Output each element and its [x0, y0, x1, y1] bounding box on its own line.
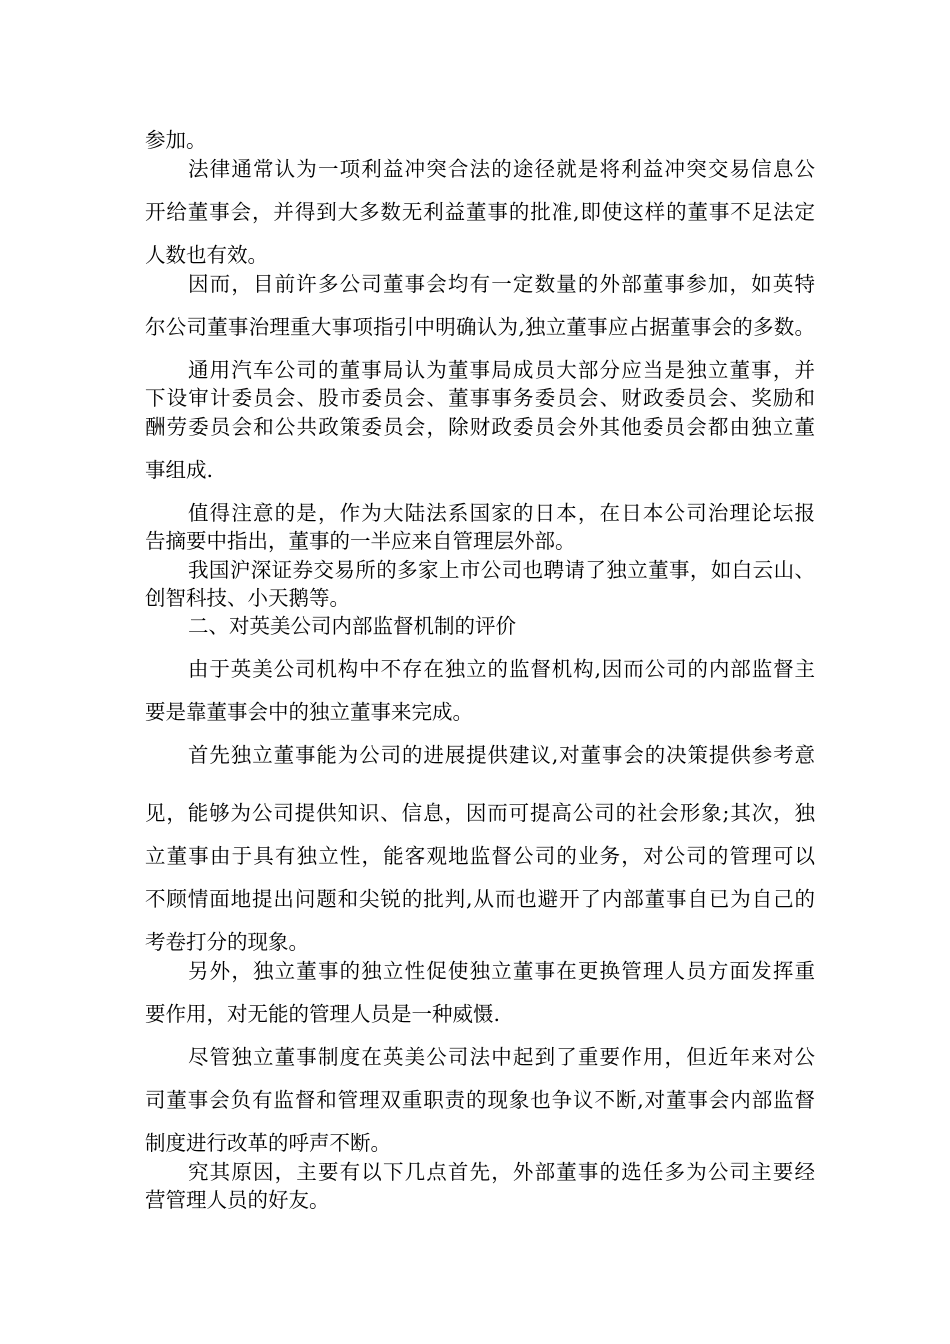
text-line: 值得注意的是，作为大陆法系国家的日本，在日本公司治理论坛报	[188, 501, 815, 525]
text-line: 事组成.	[145, 458, 214, 482]
text-line: 法律通常认为一项利益冲突合法的途径就是将利益冲突交易信息公	[188, 157, 815, 181]
text-line: 尽管独立董事制度在英美公司法中起到了重要作用，但近年来对公	[188, 1045, 815, 1069]
text-line: 酬劳委员会和公共政策委员会，除财政委员会外其他委员会都由独立董	[145, 415, 815, 439]
section-heading: 二、对英美公司内部监督机制的评价	[188, 614, 516, 638]
text-line: 告摘要中指出，董事的一半应来自管理层外部。	[145, 529, 576, 553]
text-line: 通用汽车公司的董事局认为董事局成员大部分应当是独立董事，并	[188, 358, 815, 382]
text-line: 创智科技、小天鹅等。	[145, 586, 350, 610]
text-line: 另外，独立董事的独立性促使独立董事在更换管理人员方面发挥重	[188, 959, 815, 983]
text-line: 考卷打分的现象。	[145, 930, 309, 954]
text-line: 营管理人员的好友。	[145, 1188, 330, 1212]
text-line: 首先独立董事能为公司的进展提供建议,对董事会的决策提供参考意	[188, 743, 815, 767]
text-line: 因而，目前许多公司董事会均有一定数量的外部董事参加，如英特	[188, 272, 815, 296]
text-line: 人数也有效。	[145, 243, 268, 267]
text-line: 要是靠董事会中的独立董事来完成。	[145, 700, 473, 724]
text-line: 下设审计委员会、股市委员会、董事事务委员会、财政委员会、奖励和	[145, 386, 815, 410]
text-line: 开给董事会，并得到大多数无利益董事的批准,即使这样的董事不足法定	[145, 200, 815, 224]
text-line: 要作用，对无能的管理人员是一种威慑.	[145, 1002, 501, 1026]
text-line: 参加。	[145, 128, 207, 152]
text-line: 由于英美公司机构中不存在独立的监督机构,因而公司的内部监督主	[188, 657, 815, 681]
text-line: 见，能够为公司提供知识、信息，因而可提高公司的社会形象;其次，独	[145, 801, 815, 825]
text-line: 我国沪深证券交易所的多家上市公司也聘请了独立董事，如白云山、	[188, 558, 815, 582]
text-line: 尔公司董事治理重大事项指引中明确认为,独立董事应占据董事会的多数。	[145, 315, 815, 339]
text-line: 制度进行改革的呼声不断。	[145, 1131, 391, 1155]
text-line: 究其原因，主要有以下几点首先，外部董事的选任多为公司主要经	[188, 1160, 815, 1184]
text-line: 立董事由于具有独立性，能客观地监督公司的业务，对公司的管理可以	[145, 844, 815, 868]
text-line: 司董事会负有监督和管理双重职责的现象也争议不断,对董事会内部监督	[145, 1088, 815, 1112]
text-line: 不顾情面地提出问题和尖锐的批判,从而也避开了内部董事自已为自己的	[145, 887, 815, 911]
